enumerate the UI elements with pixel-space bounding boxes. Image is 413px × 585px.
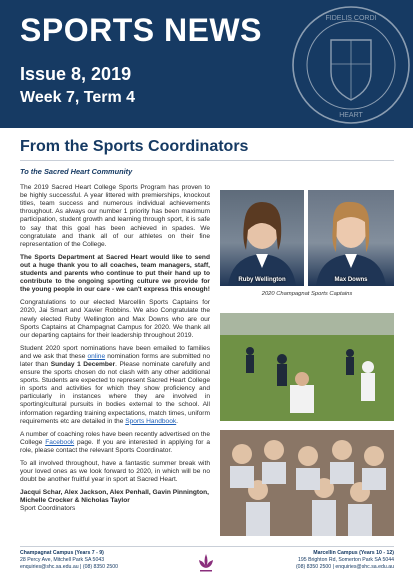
facebook-link[interactable]: Facebook [45,438,75,446]
portrait-silhouette-icon [308,190,394,286]
crest-motto: FIDELIS CORDI [325,15,377,22]
field-scene-icon [220,313,394,421]
lotus-flower-icon [197,552,215,574]
max-name-label: Max Downs [334,277,368,283]
article-title: From the Sports Coordinators [20,138,249,155]
team-group-icon [220,430,394,536]
week-term: Week 7, Term 4 [20,89,136,106]
ruby-name-label: Ruby Wellington [238,277,286,283]
marcellin-contact[interactable]: (08) 8350 2500 | enquiries@shc.sa.edu.au [295,564,394,571]
photo-caption: 2020 Champagnat Sports Captains [261,291,353,297]
paragraph-4 [20,345,210,426]
signoff-role: Sport Coordinators [20,505,76,513]
footer-marcellin [296,550,394,572]
p5-text-b: page. If you are interested in applying for a role, please contact the relevant Sports Coordinator. [20,438,210,454]
champagnat-contact[interactable]: enquiries@shc.sa.edu.au | (08) 8350 2500 [20,564,119,571]
online-form-link[interactable]: online [87,352,106,360]
photo-team-group [220,430,394,536]
signoff-names: Jacqui Schar, Alex Jackson, Alex Penhall, Gavin Pinnington, Michelle Crocker & Nicholas Taylor [20,489,209,505]
photo-ruby-wellington [220,190,304,286]
page-title: SPORTS NEWS [20,12,262,48]
photo-field-sports [220,313,394,421]
deadline-date: Sunday 1 December [50,360,116,368]
sports-handbook-link[interactable]: Sports Handbook [125,417,177,425]
p4-text-a: Student 2020 sport nominations have been emailed to families and we ask that these [20,344,210,360]
p4-text-c: . Please nominate carefully and ensure the sports chosen do not clash with any other additional sports. Students are expected to represent Sacred Heart College in sports and activities for which they show proficiency and particularly in instances where they are involved in sporting/cultural pursuits in bodies external to the school. All information regarding training expectations, match times, uniform requirements etc are detailed in the [20,360,210,425]
p4-text-d: . [176,417,178,425]
article-subtitle: To the Sacred Heart Community [20,167,133,176]
marcellin-address: 195 Brighton Rd, Somerton Park SA 5044 [297,557,394,564]
crest-label: HEART [339,112,363,119]
champagnat-campus-label: Champagnat Campus (Years 7 - 9) [20,550,104,556]
paragraph-1: The 2019 Sacred Heart College Sports Program has proven to be highly successful. A year littered with premierships, knockout titles, team success and numerous individual achievements throughout. As always our number 1 priority has been maximum participation, student growth and learning through sport, it is safe to say that this goal has been achieved in spades. We congratulate and thank all of our athletes on their fine representation of the College. [20,184,210,248]
header-banner [0,0,413,128]
footer-champagnat [20,550,118,572]
photo-max-downs [308,190,394,286]
paragraph-2: The Sports Department at Sacred Heart would like to send out a huge thank you to all coaches, team managers, staff, students and parents who continue to put their hand up to contribute to the ongoing sporting culture we provide for the young people in our care - we can't express this enough! [20,253,210,294]
marcellin-campus-label: Marcellin Campus (Years 10 - 12) [313,550,394,556]
paragraph-6: To all involved throughout, have a fantastic summer break with your loved ones as we look forward to 2020, in which will be no doubt be another fruitful year in sport at Sacred Heart. [20,460,210,484]
paragraph-5 [20,431,210,455]
issue-number: Issue 8, 2019 [20,64,132,84]
champagnat-address: 28 Percy Ave, Mitchell Park SA 5043 [20,557,105,564]
college-crest-icon [286,2,413,128]
portrait-silhouette-icon [220,190,304,286]
p5-text-a: A number of coaching roles have been recently advertised on the College [20,430,210,446]
paragraph-3: Congratulations to our elected Marcellin Sports Captains for 2020, Jai Smart and Xavier Robbins. We also Congratulate the newly elected Ruby Wellington and Max Downs who are our Sports Captains at Champagnat Campus for 2020. We thank all our departing captains for their leadership throughout 2019. [20,299,210,339]
p4-text-b: nomination forms are submitted no later than [20,352,211,368]
title-divider [20,160,394,161]
footer-divider [20,546,394,547]
article-body [20,168,210,514]
